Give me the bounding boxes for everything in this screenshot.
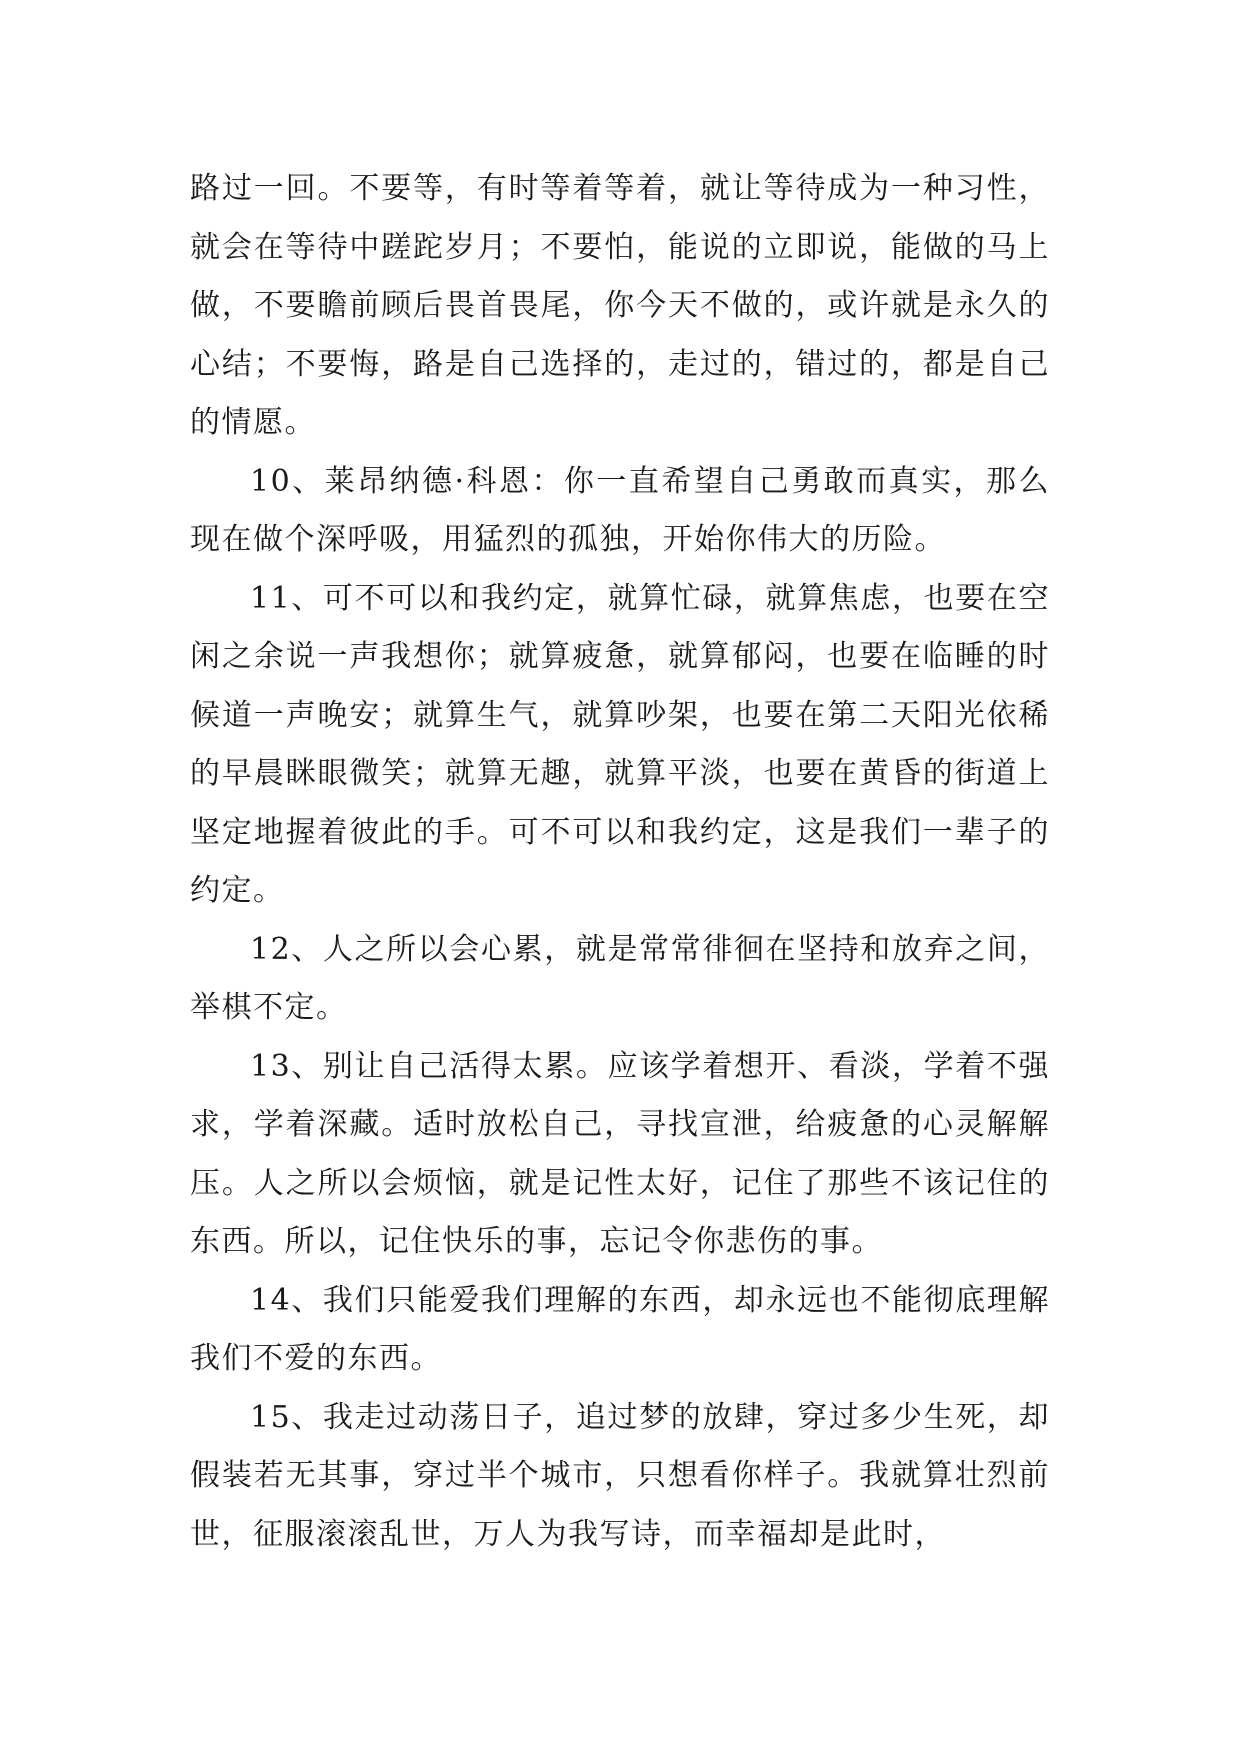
paragraph-continuation: 路过一回。不要等，有时等着等着，就让等待成为一种习性，就会在等待中蹉跎岁月；不要怕，能说的立即说，能做的马上做，不要瞻前顾后畏首畏尾，你今天不做的，或许就是永久的心结；不要悔，路是自己选择的，走过的，错过的，都是自己的情愿。: [190, 171, 1050, 440]
paragraph-item-13: 13、别让自己活得太累。应该学着想开、看淡，学着不强求，学着深藏。适时放松自己，寻找宣泄，给疲惫的心灵解解压。人之所以会烦恼，就是记性太好，记住了那些不该记住的东西。所以，记住快乐的事，忘记令你悲伤的事。: [190, 1048, 1050, 1259]
paragraph-item-11: 11、可不可以和我约定，就算忙碌，就算焦虑，也要在空闲之余说一声我想你；就算疲惫，就算郁闷，也要在临睡的时候道一声晚安；就算生气，就算吵架，也要在第二天阳光依稀的早晨眯眼微笑；就算无趣，就算平淡，也要在黄昏的街道上坚定地握着彼此的手。可不可以和我约定，这是我们一辈子的约定。: [190, 580, 1050, 908]
paragraph-item-12: 12、人之所以会心累，就是常常徘徊在坚持和放弃之间，举棋不定。: [190, 931, 1050, 1025]
paragraph-item-14: 14、我们只能爱我们理解的东西，却永远也不能彻底理解我们不爱的东西。: [190, 1282, 1050, 1376]
paragraph-item-10: 10、莱昂纳德·科恩：你一直希望自己勇敢而真实，那么现在做个深呼吸，用猛烈的孤独，开始你伟大的历险。: [190, 463, 1050, 557]
paragraph-item-15: 15、我走过动荡日子，追过梦的放肆，穿过多少生死，却假装若无其事，穿过半个城市，只想看你样子。我就算壮烈前世，征服滚滚乱世，万人为我写诗，而幸福却是此时，: [190, 1399, 1050, 1552]
document-body: [190, 160, 1050, 1564]
